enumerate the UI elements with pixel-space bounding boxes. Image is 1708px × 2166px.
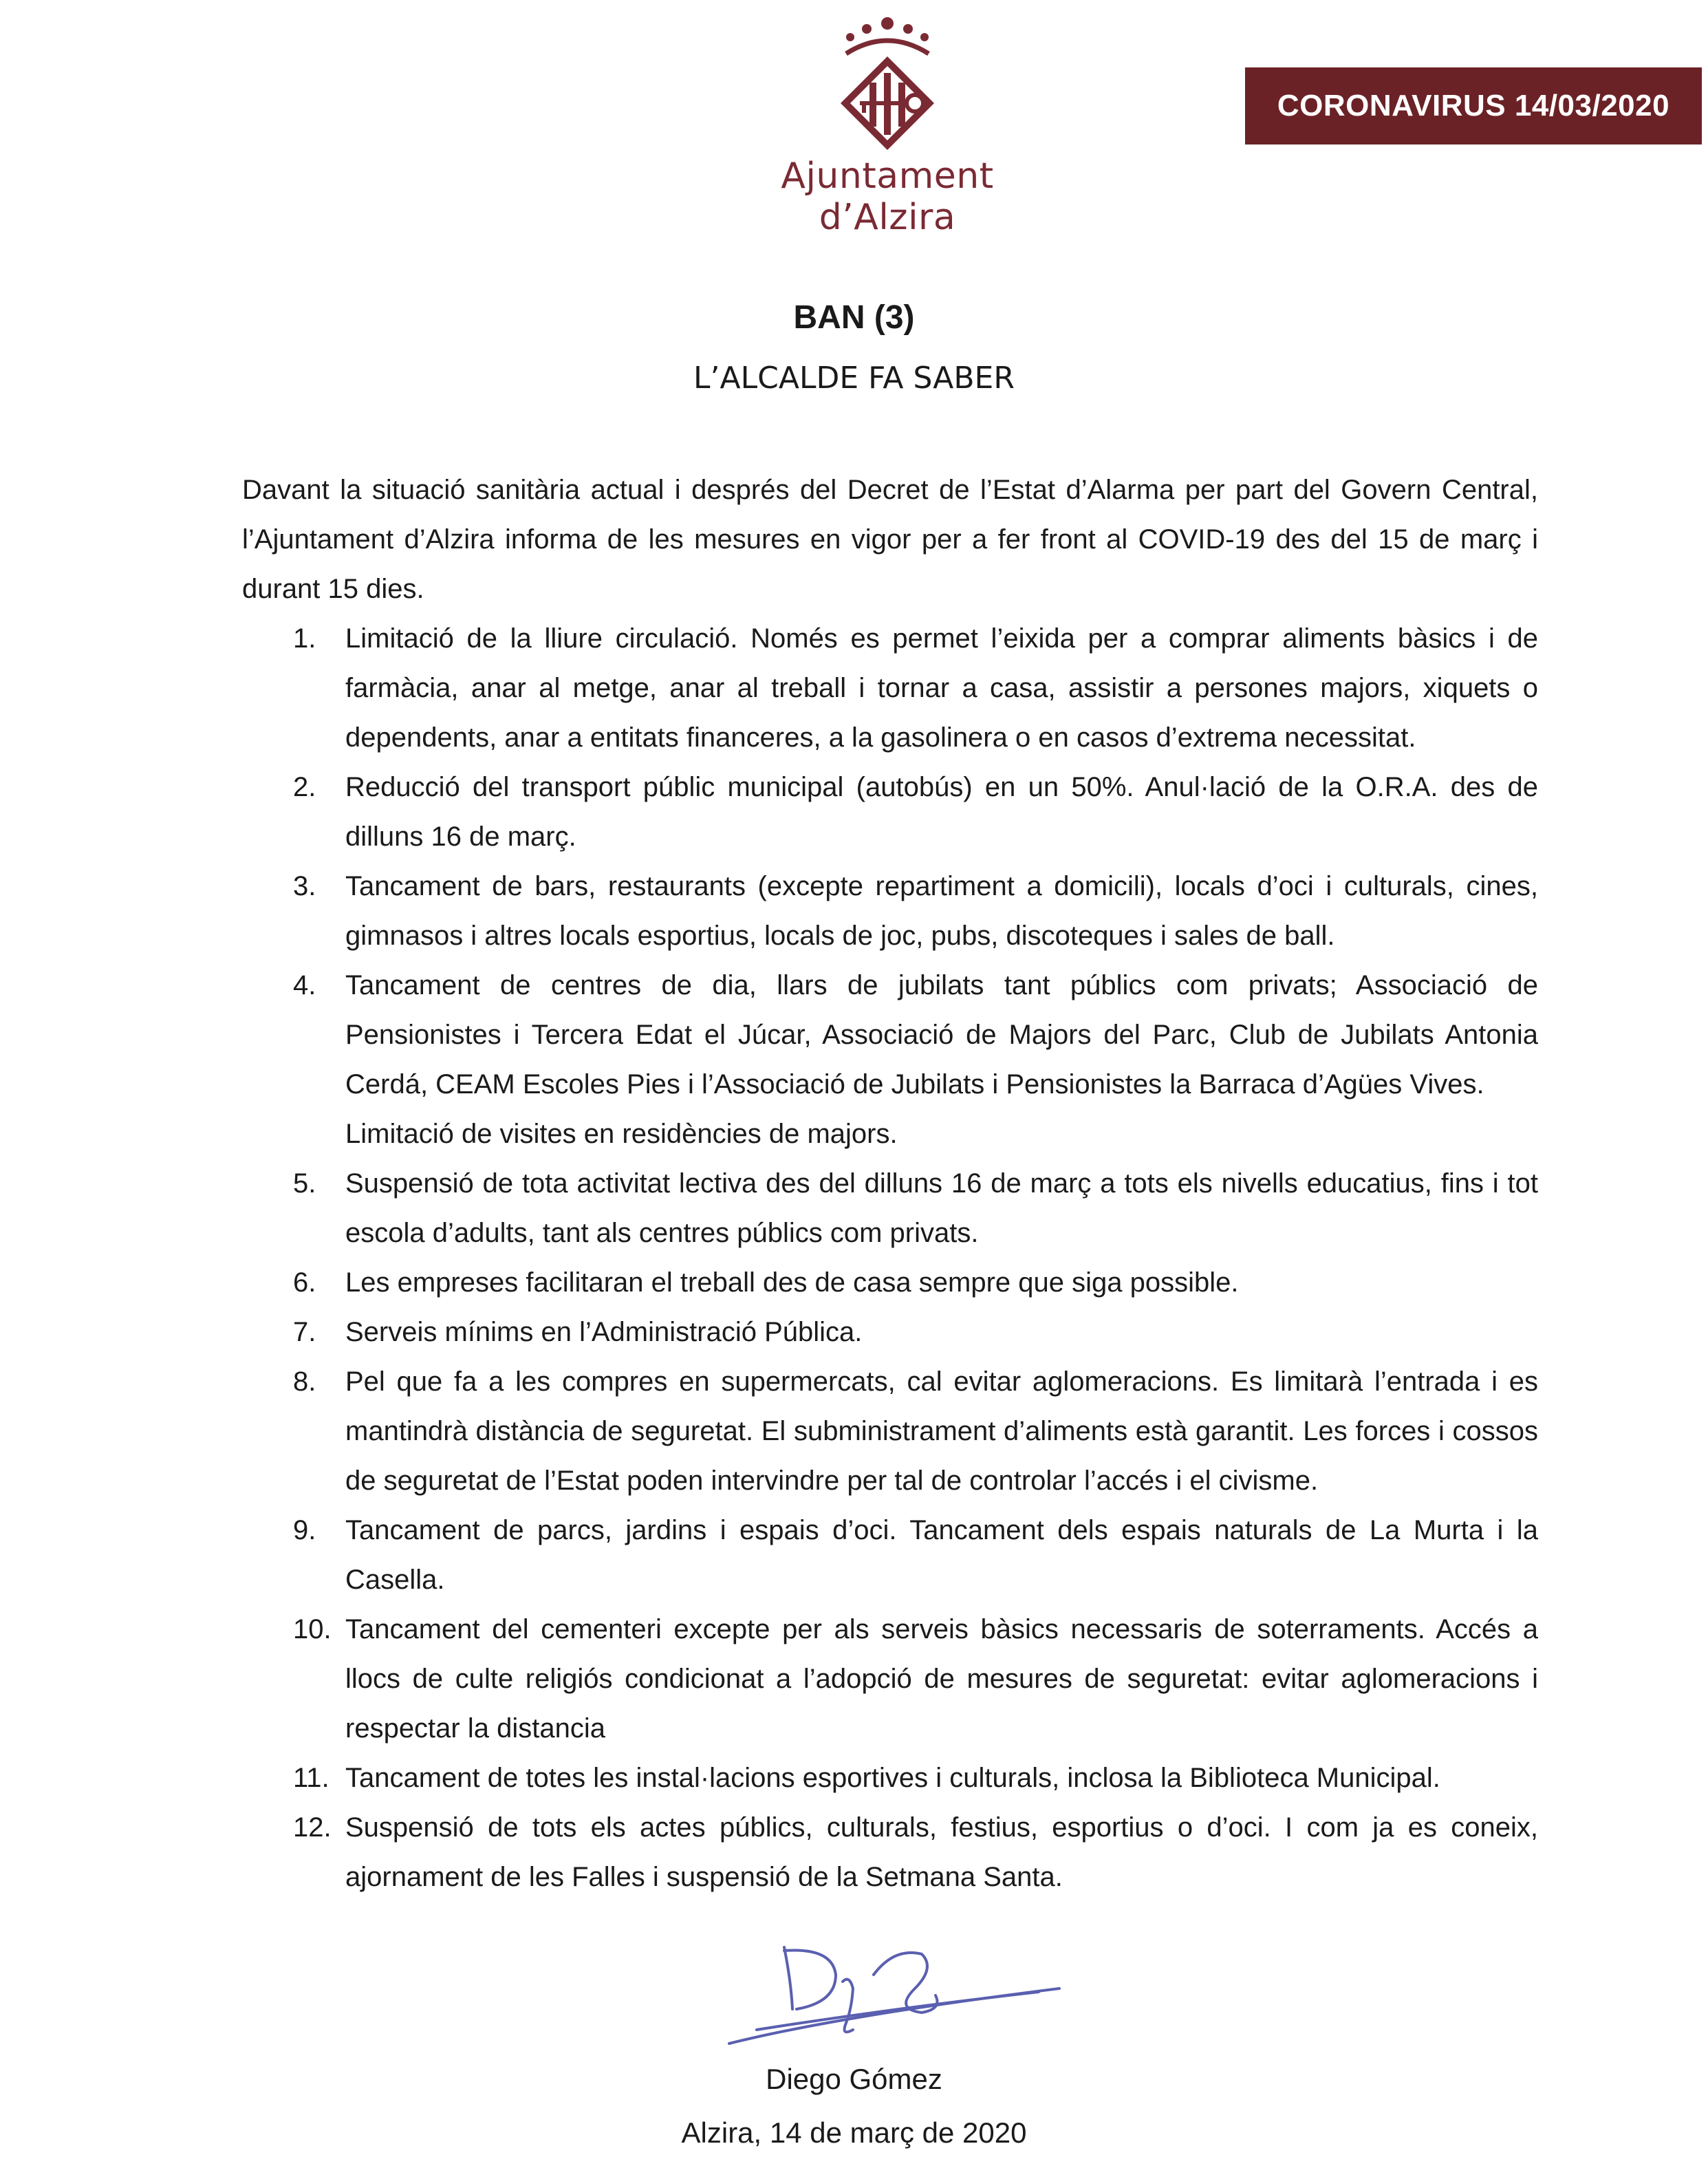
measures-list — [242, 614, 1538, 1902]
list-item — [242, 1505, 1538, 1605]
item-number: 4. — [293, 970, 316, 1000]
municipal-logo — [709, 14, 1066, 238]
page-subtitle: L’ALCALDE FA SABER — [693, 361, 1015, 396]
place-date: Alzira, 14 de març de 2020 — [681, 2116, 1027, 2149]
item-text: Suspensió de tots els actes públics, culturals, festius, esportius o d’oci. I com ja es coneix, ajornament de les Falles i suspensió de la Setmana Santa. — [345, 1812, 1538, 1892]
item-text: Tancament del cementeri excepte per als serveis bàsics necessaris de soterraments. Accés a llocs de culte religiós condicionat a l’adopció de mesures de seguretat: evitar aglomeracions i respectar la distancia — [345, 1614, 1538, 1744]
item-text: Tancament de totes les instal·lacions esportives i culturals, inclosa la Biblioteca Municipal. — [345, 1763, 1440, 1793]
item-number: 7. — [293, 1317, 316, 1347]
list-item — [242, 614, 1538, 762]
item-text: Serveis mínims en l’Administració Pública. — [345, 1317, 863, 1347]
item-number: 11. — [293, 1763, 329, 1793]
item-text: Limitació de la lliure circulació. Només es permet l’eixida per a comprar aliments bàsics i de farmàcia, anar al metge, anar al treball i tornar a casa, assistir a persones majors, xiquets o dependents, anar a entitats financeres, a la gasolinera o en casos d’extrema necessitat. — [345, 623, 1538, 753]
signer-name: Diego Gómez — [766, 2063, 942, 2095]
list-item — [242, 961, 1538, 1159]
logo-text: Ajuntament d’Alzira — [781, 156, 994, 238]
date-banner: CORONAVIRUS 14/03/2020 — [1245, 67, 1702, 144]
item-number: 12. — [293, 1812, 332, 1843]
signature-icon — [715, 1933, 1073, 2057]
item-number: 8. — [293, 1366, 316, 1397]
intro-paragraph: Davant la situació sanitària actual i després del Decret de l’Estat d’Alarma per part del Govern Central, l’Ajuntament d’Alzira informa de les mesures en vigor per a fer front al COVID-19 des del 15 de març i durant 15 dies. — [242, 475, 1538, 604]
item-number: 3. — [293, 871, 316, 901]
coat-of-arms-icon — [819, 14, 956, 151]
list-item — [242, 1605, 1538, 1753]
item-text: Reducció del transport públic municipal (autobús) en un 50%. Anul·lació de la O.R.A. des de dilluns 16 de març. — [345, 772, 1538, 852]
item-text: Suspensió de tota activitat lectiva des del dilluns 16 de març a tots els nivells educatius, fins i tot escola d’adults, tant als centres públics com privats. — [345, 1168, 1538, 1248]
item-number: 10. — [293, 1614, 332, 1644]
list-item — [242, 1307, 1538, 1357]
page-title: BAN (3) — [793, 299, 915, 336]
item-extra-text: Limitació de visites en residències de majors. — [345, 1119, 898, 1149]
list-item — [242, 1803, 1538, 1902]
item-text: Pel que fa a les compres en supermercats, cal evitar aglomeracions. Es limitarà l’entrada i es mantindrà distància de seguretat. El subministrament d’aliments està garantit. Les forces i cossos de seguretat de l’Estat poden intervindre per tal de controlar l’accés i el civisme. — [345, 1366, 1538, 1496]
list-item — [242, 1258, 1538, 1307]
item-number: 5. — [293, 1168, 316, 1199]
list-item — [242, 1357, 1538, 1505]
item-number: 9. — [293, 1515, 316, 1545]
item-text: Tancament de parcs, jardins i espais d’oci. Tancament dels espais naturals de La Murta i la Casella. — [345, 1515, 1538, 1595]
list-item — [242, 1159, 1538, 1258]
item-text: Tancament de bars, restaurants (excepte repartiment a domicili), locals d’oci i culturals, cines, gimnasos i altres locals esportius, locals de joc, pubs, discoteques i sales de ball. — [345, 871, 1538, 951]
item-text: Tancament de centres de dia, llars de jubilats tant públics com privats; Associació de Pensionistes i Tercera Edat el Júcar, Associació de Majors del Parc, Club de Jubilats Antonia Cerdá, CEAM Escoles Pies i l’Associació de Jubilats i Pensionistes la Barraca d’Agües Vives. — [345, 970, 1538, 1100]
document-body — [242, 465, 1538, 1902]
list-item — [242, 861, 1538, 961]
item-number: 2. — [293, 772, 316, 802]
item-number: 6. — [293, 1267, 316, 1298]
list-item — [242, 762, 1538, 861]
item-text: Les empreses facilitaran el treball des de casa sempre que siga possible. — [345, 1267, 1239, 1298]
item-number: 1. — [293, 623, 316, 654]
list-item — [242, 1753, 1538, 1803]
